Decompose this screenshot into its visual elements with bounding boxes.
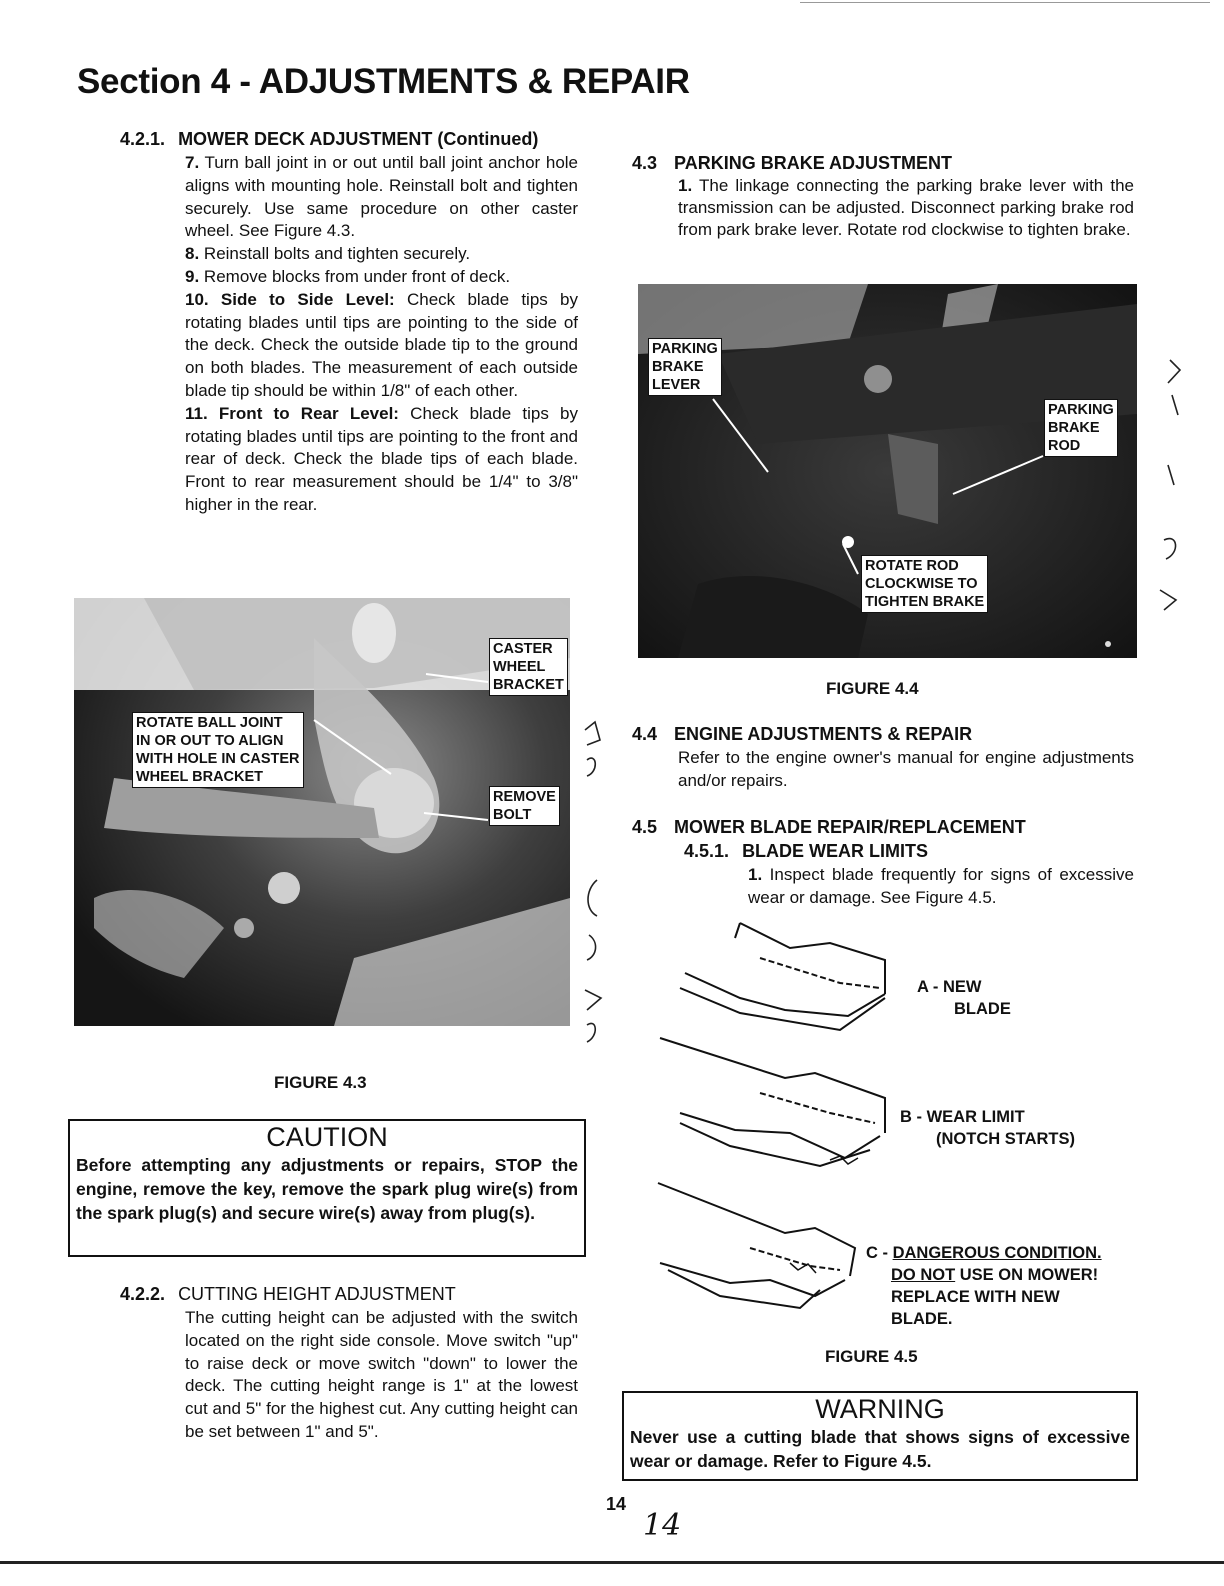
scan-edge-bottom xyxy=(0,1561,1224,1564)
section-title: Section 4 - ADJUSTMENTS & REPAIR xyxy=(77,62,690,101)
caution-box xyxy=(68,1119,586,1257)
section-4-5-1-heading xyxy=(684,841,928,862)
figure-4-4-photo xyxy=(638,284,1137,658)
step-7: 7. Turn ball joint in or out until ball joint anchor hole aligns with mounting hole. Reinstall bolt and tighten securely. Use same procedure on other caster wheel. See Figure 4.3. xyxy=(185,153,579,241)
page-number: 14 xyxy=(606,1494,627,1514)
section-4-4-text: Refer to the engine owner's manual for engine adjustments and/or repairs. xyxy=(678,748,1134,790)
caution-title: CAUTION xyxy=(266,1122,388,1152)
callout-rotate-ball-joint: ROTATE BALL JOINT IN OR OUT TO ALIGN WITH HOLE IN CASTER WHEEL BRACKET xyxy=(132,712,304,788)
section-4-2-1-title: MOWER DECK ADJUSTMENT (Continued) xyxy=(178,129,539,149)
section-4-2-2-number: 4.2.2. xyxy=(120,1284,166,1304)
section-4-5-1-text: 1. Inspect blade frequently for signs of excessive wear or damage. See Figure 4.5. xyxy=(748,865,1134,907)
figure-4-3-photo xyxy=(74,598,570,1026)
caution-text: Before attempting any adjustments or repairs, STOP the engine, remove the key, remove the spark plug wire(s) from the spark plug(s) and secure wire(s) away from plug(s). xyxy=(76,1155,578,1223)
section-4-4-number: 4.4 xyxy=(632,724,658,744)
section-4-2-2-text: The cutting height can be adjusted with the switch located on the right side console. Move switch "up" to raise deck or move switch "down" to lower the deck. The cutting height range is 1" at the lowest cut and 5" for the highest cut. Any cutting height can be set between 1" and 5". xyxy=(185,1308,578,1441)
warning-title: WARNING xyxy=(815,1394,945,1424)
section-4-5-1-number: 4.5.1. xyxy=(684,841,730,861)
section-4-3-text: 1. The linkage connecting the parking brake lever with the transmission can be adjusted. Disconnect parking brake rod from park brake lever. Rotate rod clockwise to tighten brake. xyxy=(678,176,1134,239)
step-9: 9. Remove blocks from under front of deck. xyxy=(185,266,511,286)
figure-4-4-caption: FIGURE 4.4 xyxy=(826,679,919,698)
handwritten-page-number: 14 xyxy=(643,1508,682,1543)
section-4-2-2-title: CUTTING HEIGHT ADJUSTMENT xyxy=(178,1284,456,1304)
margin-handwriting-marks-right xyxy=(1150,355,1190,615)
section-4-4-title: ENGINE ADJUSTMENTS & REPAIR xyxy=(674,724,973,744)
figure-4-5-caption: FIGURE 4.5 xyxy=(825,1347,918,1366)
section-4-3-title: PARKING BRAKE ADJUSTMENT xyxy=(674,153,953,173)
section-4-5-heading xyxy=(632,817,1026,838)
section-4-5-1-title: BLADE WEAR LIMITS xyxy=(742,841,929,861)
step-8: 8. Reinstall bolts and tighten securely. xyxy=(185,244,471,264)
section-4-5-title: MOWER BLADE REPAIR/REPLACEMENT xyxy=(674,817,1026,837)
section-4-2-1-steps xyxy=(185,152,578,517)
step-10: 10. Side to Side Level: Check blade tips by rotating blades until tips are pointing to the side of the deck. Check the outside blade tip to the ground on both blades. The measurement of each outside blade tip should be within 1/8" of each other. xyxy=(185,289,578,400)
section-4-4-heading xyxy=(632,724,972,745)
callout-rotate-rod: ROTATE ROD CLOCKWISE TO TIGHTEN BRAKE xyxy=(861,555,988,613)
blade-new-illustration xyxy=(680,923,885,1030)
scan-edge-top xyxy=(800,2,1210,3)
section-4-5-number: 4.5 xyxy=(632,817,658,837)
blade-wear-limit-illustration xyxy=(660,1038,885,1166)
margin-handwriting-marks xyxy=(575,720,615,1060)
section-4-2-1-heading xyxy=(120,129,538,150)
blade-wear-diagram xyxy=(640,918,900,1328)
callout-caster-wheel-bracket: CASTER WHEEL BRACKET xyxy=(489,638,568,696)
step-11: 11. Front to Rear Level: Check blade tips by rotating blades until tips are pointing to the front and rear of deck. Check the blade tips of each blade. Front to rear measurement should be 1/4" to 3/8" higher in the rear. xyxy=(185,403,578,514)
warning-text: Never use a cutting blade that shows signs of excessive wear or damage. Refer to Figure 4.5. xyxy=(630,1427,1130,1471)
figure-4-3-caption: FIGURE 4.3 xyxy=(274,1073,367,1092)
warning-box xyxy=(622,1391,1138,1481)
callout-parking-brake-lever: PARKING BRAKE LEVER xyxy=(648,338,722,396)
blade-a-label: A - NEW BLADE xyxy=(917,978,1011,1018)
section-4-3-number: 4.3 xyxy=(632,153,658,173)
section-4-2-2-heading xyxy=(120,1284,456,1305)
callout-parking-brake-rod: PARKING BRAKE ROD xyxy=(1044,399,1118,457)
section-4-2-1-number: 4.2.1. xyxy=(120,129,166,149)
callout-remove-bolt: REMOVE BOLT xyxy=(489,786,560,826)
blade-dangerous-illustration xyxy=(658,1183,855,1308)
blade-b-label: B - WEAR LIMIT (NOTCH STARTS) xyxy=(900,1108,1076,1148)
blade-c-label: C - DANGEROUS CONDITION. DO NOT USE ON MOWER! REPLACE WITH NEW BLADE. xyxy=(866,1244,1102,1328)
section-4-3-heading xyxy=(632,153,952,174)
